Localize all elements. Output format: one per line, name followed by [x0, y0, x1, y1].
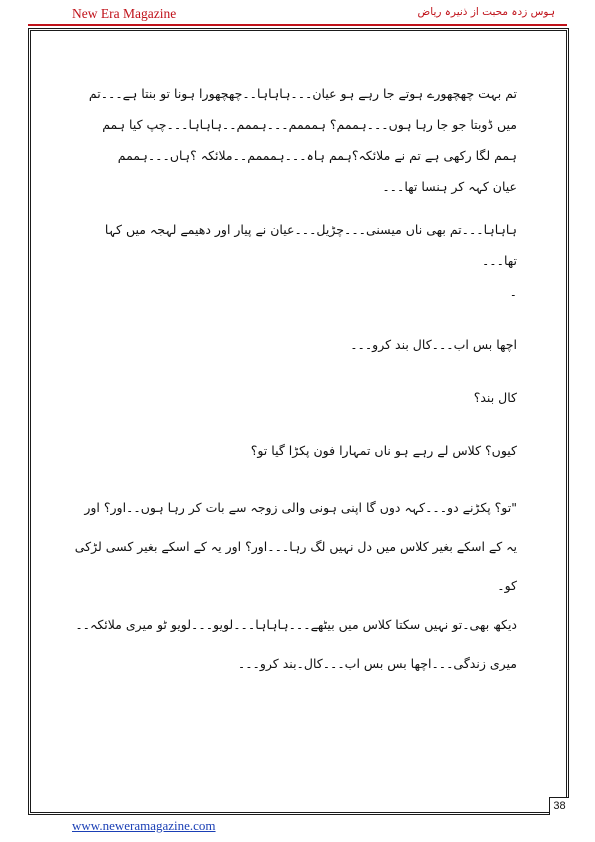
text-line: یہ کے اسکے بغیر کلاس میں دل نہیں لگ رہا۔۔۔اور؟ اور یہ کے اسکے بغیر کسی لڑکی کو۔	[74, 539, 517, 593]
text-line: "تو؟ پکڑنے دو۔۔۔کہہ دوں گا اپنی ہونی والی زوجہ سے بات کر رہا ہوں۔۔اور؟ اور	[84, 500, 517, 515]
text-line: تم بہت چھچھورے ہوتے جا رہے ہو عیان۔۔۔ہاہاہا۔۔چھچھورا ہونا تو بنتا ہے۔۔۔تم	[88, 86, 517, 101]
text-line: میری زندگی۔۔۔اچھا بس بس اب۔۔۔کال۔بند کرو۔۔۔	[237, 656, 517, 671]
text-line: ۔	[509, 284, 517, 299]
text-line: دیکھ بھی۔تو نہیں سکتا کلاس میں بیٹھے۔۔۔ہاہاہا۔۔۔لویو۔۔۔لویو ٹو میری ملائکہ۔۔	[75, 617, 517, 632]
magazine-name: New Era Magazine	[72, 6, 177, 21]
text-line: کیوں؟ کلاس لے رہے ہو ناں تمہارا فون پکڑا گیا تو؟	[250, 443, 517, 458]
website-link[interactable]: www.neweramagazine.com	[72, 818, 216, 833]
text-line: ہمم لگا رکھی ہے تم نے ملائکہ؟ہمم ہاہ۔۔۔ہمممم۔۔ملائکہ ؟ہاں۔۔۔ہممم	[117, 148, 517, 163]
text-line: ہاہاہا۔۔۔تم بھی ناں میسنی۔۔۔چڑیل۔۔۔عیان نے پیار اور دھیمے لہجہ میں کہا تھا۔۔۔	[104, 222, 517, 268]
story-title: ہوس زدہ محبت از ذنیرہ ریاض	[417, 6, 555, 18]
story-text	[72, 78, 517, 683]
text-line: میں ڈوبتا جو جا رہا ہوں۔۔۔ہممم؟ ہمممم۔۔۔ہممم۔۔ہاہاہا۔۔۔چپ کیا ہمم	[102, 117, 517, 132]
header-divider	[28, 24, 567, 26]
text-line: اچھا بس اب۔۔۔کال بند کرو۔۔۔	[350, 337, 517, 352]
text-line: عیان کہہ کر ہنسا تھا۔۔۔	[382, 179, 517, 194]
text-line: کال بند؟	[473, 390, 517, 405]
page-number: 38	[549, 797, 569, 815]
